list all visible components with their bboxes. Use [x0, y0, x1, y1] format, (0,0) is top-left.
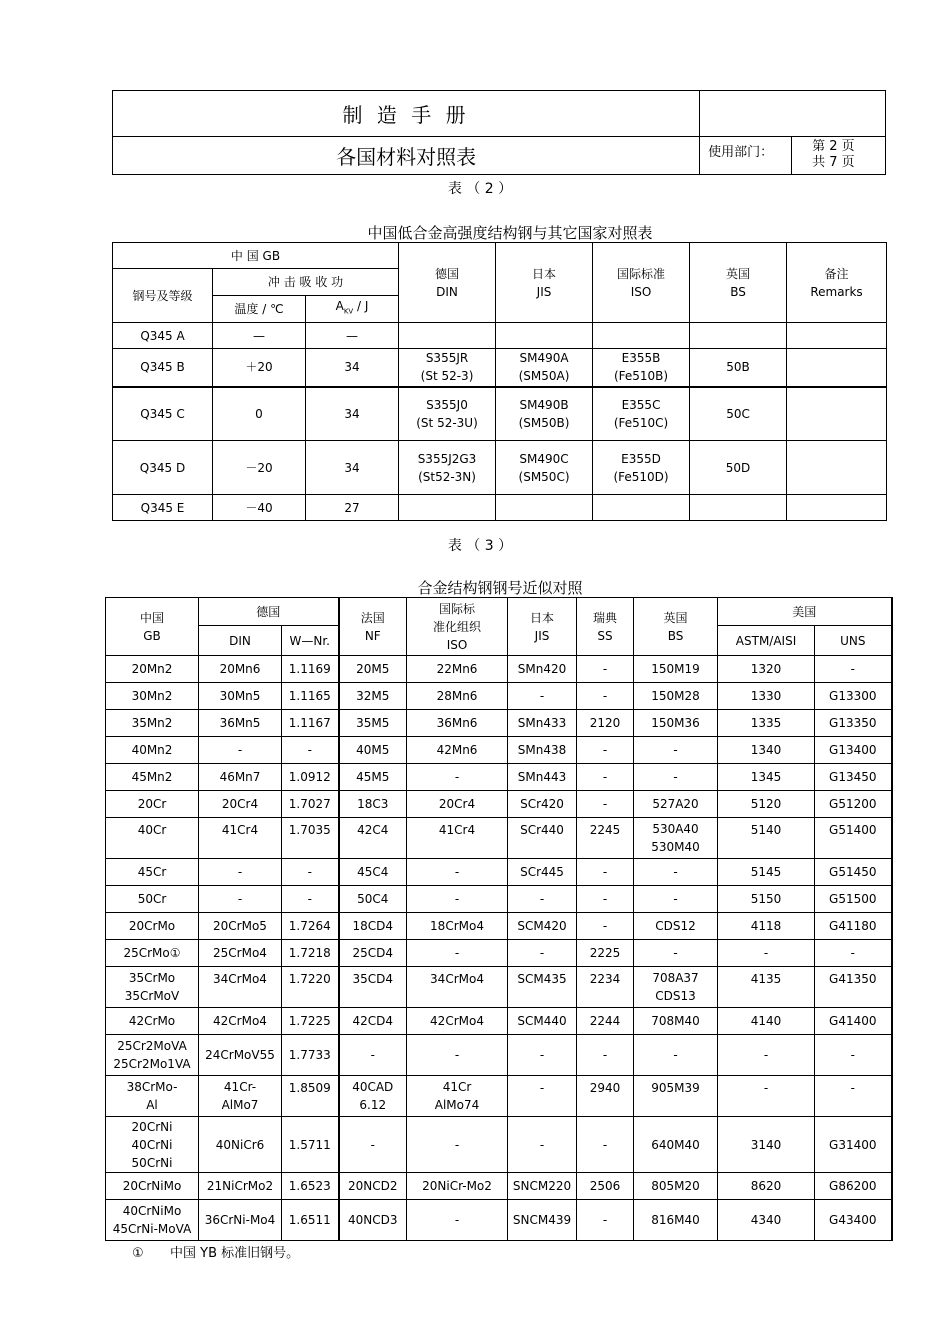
wnr-cell: 1.7027	[282, 791, 339, 818]
gb-col-header: 中国 GB	[106, 598, 199, 656]
table-row	[106, 818, 892, 859]
bs-cell: 527A20	[634, 791, 718, 818]
document-header	[112, 90, 886, 175]
nf-cell: 35CD4	[339, 967, 407, 1008]
uns-cell: G41350	[815, 967, 892, 1008]
table-row	[106, 859, 892, 886]
din-cell: 41Cr- AlMo7	[199, 1076, 282, 1117]
gb-cell: 25Cr2MoVA 25Cr2Mo1VA	[106, 1035, 199, 1076]
iso-cell: E355C (Fe510C)	[593, 387, 690, 441]
din-cell: 20Cr4	[199, 791, 282, 818]
alloy-steel-comparison-table	[105, 597, 893, 1241]
table-row	[113, 349, 887, 387]
table-row	[106, 1076, 892, 1117]
iso-cell: -	[407, 1200, 508, 1241]
astm-cell: 4140	[718, 1008, 815, 1035]
table-row	[106, 886, 892, 913]
uns-cell: G13450	[815, 764, 892, 791]
gb-header: 中 国 GB	[113, 243, 399, 269]
astm-cell: 1330	[718, 683, 815, 710]
uns-cell: G43400	[815, 1200, 892, 1241]
table-row	[106, 764, 892, 791]
gb-cell: 40Cr	[106, 818, 199, 859]
manual-title: 制 造 手 册	[113, 91, 700, 137]
ss-cell: -	[577, 791, 634, 818]
wnr-header: W—Nr.	[282, 626, 339, 656]
wnr-cell: -	[282, 859, 339, 886]
temperature-cell: 0	[213, 387, 306, 441]
din-cell: S355J0 (St 52-3U)	[399, 387, 496, 441]
bs-cell: 816M40	[634, 1200, 718, 1241]
wnr-cell: 1.6523	[282, 1173, 339, 1200]
bs-cell: 150M28	[634, 683, 718, 710]
grade-cell: Q345 B	[113, 349, 213, 387]
nf-cell: 42C4	[339, 818, 407, 859]
iso-cell: E355D (Fe510D)	[593, 441, 690, 495]
ss-cell: -	[577, 1200, 634, 1241]
din-cell: 40NiCr6	[199, 1117, 282, 1173]
iso-header: 国际标准 ISO	[593, 243, 690, 323]
temperature-cell: —	[213, 323, 306, 349]
bs-cell: 50B	[690, 349, 787, 387]
din-col-header: DIN	[199, 626, 282, 656]
din-cell: 20Mn6	[199, 656, 282, 683]
ss-cell: 2225	[577, 940, 634, 967]
gb-cell: 40Mn2	[106, 737, 199, 764]
table-row	[106, 791, 892, 818]
astm-cell: 5120	[718, 791, 815, 818]
table-row	[106, 940, 892, 967]
bs-cell: -	[634, 737, 718, 764]
astm-cell: 4340	[718, 1200, 815, 1241]
din-cell: S355JR (St 52-3)	[399, 349, 496, 387]
nf-cell: 42CD4	[339, 1008, 407, 1035]
ss-cell: 2234	[577, 967, 634, 1008]
iso-cell	[593, 495, 690, 521]
uns-cell: G13300	[815, 683, 892, 710]
nf-cell: 20NCD2	[339, 1173, 407, 1200]
wnr-cell: 1.6511	[282, 1200, 339, 1241]
din-cell: 20CrMo5	[199, 913, 282, 940]
jis-cell: SMn443	[508, 764, 577, 791]
din-cell: -	[199, 737, 282, 764]
astm-cell: 5150	[718, 886, 815, 913]
iso-cell: 42CrMo4	[407, 1008, 508, 1035]
page-info	[792, 137, 886, 175]
nf-cell: 40M5	[339, 737, 407, 764]
nf-cell: 32M5	[339, 683, 407, 710]
akv-cell: 34	[306, 441, 399, 495]
astm-cell: 3140	[718, 1117, 815, 1173]
astm-cell: 4135	[718, 967, 815, 1008]
bs-cell: CDS12	[634, 913, 718, 940]
nf-cell: 18CD4	[339, 913, 407, 940]
ss-cell: -	[577, 683, 634, 710]
temperature-cell: ＋20	[213, 349, 306, 387]
wnr-cell: 1.7733	[282, 1035, 339, 1076]
nf-cell: 25CD4	[339, 940, 407, 967]
wnr-cell: 1.1167	[282, 710, 339, 737]
bs-cell: 805M20	[634, 1173, 718, 1200]
jis-cell: -	[508, 1035, 577, 1076]
table-row	[106, 710, 892, 737]
akv-cell: 34	[306, 387, 399, 441]
usa-header: 美国	[718, 598, 892, 626]
bs-cell: -	[634, 940, 718, 967]
jis-cell: -	[508, 940, 577, 967]
gb-cell: 20CrNi 40CrNi 50CrNi	[106, 1117, 199, 1173]
uns-cell: G51500	[815, 886, 892, 913]
temperature-cell: －20	[213, 441, 306, 495]
wnr-cell: 1.7218	[282, 940, 339, 967]
bs-cell: 708M40	[634, 1008, 718, 1035]
iso-cell: 20NiCr-Mo2	[407, 1173, 508, 1200]
din-cell: 21NiCrMo2	[199, 1173, 282, 1200]
astm-cell: 1345	[718, 764, 815, 791]
remarks-cell	[787, 441, 887, 495]
table-row	[106, 1117, 892, 1173]
grade-cell: Q345 D	[113, 441, 213, 495]
uns-cell: G51450	[815, 859, 892, 886]
footnote-text: 中国 YB 标准旧钢号。	[170, 1246, 300, 1261]
din-cell: 30Mn5	[199, 683, 282, 710]
gb-cell: 50Cr	[106, 886, 199, 913]
astm-cell: -	[718, 1035, 815, 1076]
ss-cell: -	[577, 764, 634, 791]
germany-header: 德国	[199, 598, 339, 626]
wnr-cell: 1.7035	[282, 818, 339, 859]
astm-cell: 4118	[718, 913, 815, 940]
akv-cell: —	[306, 323, 399, 349]
iso-cell	[593, 323, 690, 349]
astm-cell: 8620	[718, 1173, 815, 1200]
wnr-cell: 1.5711	[282, 1117, 339, 1173]
table-row	[106, 967, 892, 1008]
din-header: 德国 DIN	[399, 243, 496, 323]
gb-cell: 20CrMo	[106, 913, 199, 940]
grade-cell: Q345 A	[113, 323, 213, 349]
jis-cell: SCr440	[508, 818, 577, 859]
akv-header: $A_{KV}$ / J	[306, 296, 399, 323]
nf-header: 法国 NF	[339, 598, 407, 656]
footnote	[132, 1242, 299, 1261]
remarks-cell	[787, 323, 887, 349]
iso-cell: 20Cr4	[407, 791, 508, 818]
jis-cell: SM490B (SM50B)	[496, 387, 593, 441]
bs-cell	[690, 323, 787, 349]
table-row	[106, 1200, 892, 1241]
din-cell	[399, 323, 496, 349]
jis-cell: -	[508, 1076, 577, 1117]
ss-cell: -	[577, 859, 634, 886]
low-alloy-comparison-table	[112, 242, 887, 521]
din-cell: 41Cr4	[199, 818, 282, 859]
temperature-header: 温度 / ℃	[213, 296, 306, 323]
remarks-cell	[787, 387, 887, 441]
iso-cell: -	[407, 859, 508, 886]
uns-cell: -	[815, 1035, 892, 1076]
din-cell: S355J2G3 (St52-3N)	[399, 441, 496, 495]
iso-cell: 36Mn6	[407, 710, 508, 737]
ss-cell: -	[577, 1117, 634, 1173]
astm-header: ASTM/AISI	[718, 626, 815, 656]
ss-cell: -	[577, 1035, 634, 1076]
nf-cell: 45M5	[339, 764, 407, 791]
nf-cell: -	[339, 1117, 407, 1173]
wnr-cell: 1.1169	[282, 656, 339, 683]
iso-cell: 18CrMo4	[407, 913, 508, 940]
jis-cell: -	[508, 1117, 577, 1173]
bs-cell: 150M19	[634, 656, 718, 683]
nf-cell: 18C3	[339, 791, 407, 818]
ss-cell: 2506	[577, 1173, 634, 1200]
jis-cell: SMn433	[508, 710, 577, 737]
din-cell: 25CrMo4	[199, 940, 282, 967]
gb-cell: 38CrMo- Al	[106, 1076, 199, 1117]
wnr-cell: 1.7225	[282, 1008, 339, 1035]
nf-cell: 45C4	[339, 859, 407, 886]
uns-cell: G13350	[815, 710, 892, 737]
uns-cell: G13400	[815, 737, 892, 764]
akv-cell: 27	[306, 495, 399, 521]
page-current: 第 2 页	[812, 139, 855, 154]
iso-cell: 34CrMo4	[407, 967, 508, 1008]
gb-cell: 25CrMo①	[106, 940, 199, 967]
wnr-cell: 1.0912	[282, 764, 339, 791]
iso-cell: -	[407, 1035, 508, 1076]
jis-cell: -	[508, 886, 577, 913]
uns-cell: G51400	[815, 818, 892, 859]
footnote-mark: ①	[132, 1246, 144, 1261]
remarks-cell	[787, 349, 887, 387]
table-row	[106, 737, 892, 764]
nf-cell: 40CAD 6.12	[339, 1076, 407, 1117]
wnr-cell: 1.8509	[282, 1076, 339, 1117]
document-subtitle: 各国材料对照表	[113, 137, 700, 175]
table-row	[106, 913, 892, 940]
bs-cell: 50D	[690, 441, 787, 495]
table-row	[106, 1035, 892, 1076]
din-cell: 42CrMo4	[199, 1008, 282, 1035]
table2-caption: 表 （ 2 ）	[447, 181, 513, 197]
gb-cell: 45Mn2	[106, 764, 199, 791]
gb-cell: 35CrMo 35CrMoV	[106, 967, 199, 1008]
din-cell: 46Mn7	[199, 764, 282, 791]
wnr-cell: 1.7220	[282, 967, 339, 1008]
uns-cell: -	[815, 1076, 892, 1117]
remarks-header: 备注 Remarks	[787, 243, 887, 323]
bs-cell: -	[634, 1035, 718, 1076]
iso-cell: 28Mn6	[407, 683, 508, 710]
jis-header: 日本 JIS	[496, 243, 593, 323]
wnr-cell: -	[282, 737, 339, 764]
bs-cell: 150M36	[634, 710, 718, 737]
grade-cell: Q345 C	[113, 387, 213, 441]
astm-cell: 5145	[718, 859, 815, 886]
page-total: 共 7 页	[812, 155, 855, 170]
jis-cell: -	[508, 683, 577, 710]
jis-cell: SNCM439	[508, 1200, 577, 1241]
table-row	[106, 1173, 892, 1200]
astm-cell: 1340	[718, 737, 815, 764]
table-row	[106, 1008, 892, 1035]
din-cell: -	[199, 859, 282, 886]
akv-cell: 34	[306, 349, 399, 387]
gb-cell: 30Mn2	[106, 683, 199, 710]
astm-cell: -	[718, 1076, 815, 1117]
jis-cell: SCr420	[508, 791, 577, 818]
din-cell	[399, 495, 496, 521]
table3-caption: 表 （ 3 ）	[447, 538, 513, 554]
grade-cell: Q345 E	[113, 495, 213, 521]
wnr-cell: -	[282, 886, 339, 913]
astm-cell: 1335	[718, 710, 815, 737]
ss-cell: -	[577, 886, 634, 913]
iso-cell: 41Cr AlMo74	[407, 1076, 508, 1117]
jis-cell	[496, 323, 593, 349]
bs-cell: 708A37 CDS13	[634, 967, 718, 1008]
impact-header: 冲 击 吸 收 功	[213, 269, 399, 296]
nf-cell: 35M5	[339, 710, 407, 737]
table-row	[113, 495, 887, 521]
iso-cell: -	[407, 1117, 508, 1173]
bs-cell: -	[634, 886, 718, 913]
uns-cell: G51200	[815, 791, 892, 818]
jis-cell: SNCM220	[508, 1173, 577, 1200]
uns-cell: G41400	[815, 1008, 892, 1035]
nf-cell: 40NCD3	[339, 1200, 407, 1241]
bs-cell: 905M39	[634, 1076, 718, 1117]
nf-cell: -	[339, 1035, 407, 1076]
iso-cell: -	[407, 886, 508, 913]
ss-cell: 2120	[577, 710, 634, 737]
jis-cell: SMn438	[508, 737, 577, 764]
jis-cell: SM490A (SM50A)	[496, 349, 593, 387]
uns-cell: -	[815, 656, 892, 683]
iso-cell: -	[407, 940, 508, 967]
iso-col-header: 国际标 准化组织 ISO	[407, 598, 508, 656]
table2-title: 中国低合金高强度结构钢与其它国家对照表	[367, 224, 653, 242]
ss-cell: 2940	[577, 1076, 634, 1117]
jis-cell: SM490C (SM50C)	[496, 441, 593, 495]
bs-cell: 640M40	[634, 1117, 718, 1173]
jis-cell: SCM420	[508, 913, 577, 940]
wnr-cell: 1.1165	[282, 683, 339, 710]
astm-cell: -	[718, 940, 815, 967]
iso-cell: 22Mn6	[407, 656, 508, 683]
table3-title: 合金结构钢钢号近似对照	[417, 579, 583, 597]
gb-cell: 35Mn2	[106, 710, 199, 737]
jis-cell: SCr445	[508, 859, 577, 886]
gb-cell: 45Cr	[106, 859, 199, 886]
gb-cell: 40CrNiMo 45CrNi-MoVA	[106, 1200, 199, 1241]
din-cell: 24CrMoV55	[199, 1035, 282, 1076]
gb-cell: 20CrNiMo	[106, 1173, 199, 1200]
table-row	[113, 323, 887, 349]
ss-cell: -	[577, 656, 634, 683]
uns-cell: -	[815, 940, 892, 967]
jis-cell	[496, 495, 593, 521]
jis-cell: SMn420	[508, 656, 577, 683]
jis-cell: SCM435	[508, 967, 577, 1008]
nf-cell: 20M5	[339, 656, 407, 683]
din-cell: 36Mn5	[199, 710, 282, 737]
uns-header: UNS	[815, 626, 892, 656]
department-label: 使用部门：	[700, 137, 792, 175]
table-row	[113, 441, 887, 495]
iso-cell: 41Cr4	[407, 818, 508, 859]
ss-cell: -	[577, 913, 634, 940]
bs-cell: 530A40 530M40	[634, 818, 718, 859]
iso-cell: E355B (Fe510B)	[593, 349, 690, 387]
bs-col-header: 英国 BS	[634, 598, 718, 656]
astm-cell: 5140	[718, 818, 815, 859]
bs-header: 英国 BS	[690, 243, 787, 323]
nf-cell: 50C4	[339, 886, 407, 913]
gb-cell: 20Mn2	[106, 656, 199, 683]
remarks-cell	[787, 495, 887, 521]
table-row	[106, 683, 892, 710]
table-row	[106, 656, 892, 683]
uns-cell: G41180	[815, 913, 892, 940]
uns-cell: G86200	[815, 1173, 892, 1200]
header-blank-cell	[700, 91, 886, 137]
bs-cell: 50C	[690, 387, 787, 441]
astm-cell: 1320	[718, 656, 815, 683]
jis-col-header: 日本 JIS	[508, 598, 577, 656]
iso-cell: 42Mn6	[407, 737, 508, 764]
table-row	[113, 387, 887, 441]
uns-cell: G31400	[815, 1117, 892, 1173]
iso-cell: -	[407, 764, 508, 791]
din-cell: 36CrNi-Mo4	[199, 1200, 282, 1241]
bs-cell: -	[634, 859, 718, 886]
temperature-cell: －40	[213, 495, 306, 521]
jis-cell: SCM440	[508, 1008, 577, 1035]
gb-cell: 20Cr	[106, 791, 199, 818]
din-cell: 34CrMo4	[199, 967, 282, 1008]
ss-header: 瑞典 SS	[577, 598, 634, 656]
gb-cell: 42CrMo	[106, 1008, 199, 1035]
din-cell: -	[199, 886, 282, 913]
wnr-cell: 1.7264	[282, 913, 339, 940]
grade-header: 钢号及等级	[113, 269, 213, 323]
bs-cell	[690, 495, 787, 521]
ss-cell: -	[577, 737, 634, 764]
ss-cell: 2244	[577, 1008, 634, 1035]
bs-cell: -	[634, 764, 718, 791]
ss-cell: 2245	[577, 818, 634, 859]
